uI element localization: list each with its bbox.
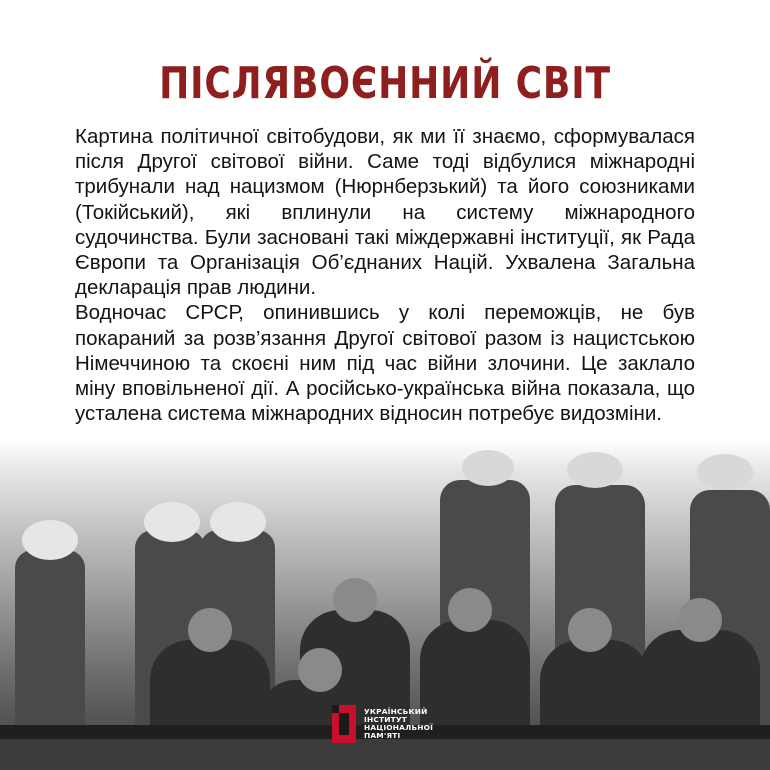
logo-line: НАЦІОНАЛЬНОЇ [364, 723, 434, 732]
logo-line: ПАМ'ЯТІ [364, 731, 401, 741]
uinp-logo-mark-icon [330, 701, 358, 747]
uinp-logo [330, 696, 440, 752]
logo-line: ІНСТИТУТ [364, 714, 407, 724]
paragraph-1: Картина політичної світобудови, як ми її знаємо, сформувалася після Другої світової війни. Саме тоді відбулися міжнародні трибунали над нацизмом (Нюрнберзький) та його союзниками (Токійський), які вплинули на систему міжнародного судочинства. Були засновані такі міждержавні інституції, як Рада Європи та Організація Об’єднаних Націй. Ухвалена Загальна декларація прав людини. [75, 125, 695, 300]
page-title: ПІСЛЯВОЄННИЙ СВІТ [159, 58, 611, 109]
paragraph-2: Водночас СРСР, опинившись у колі переможців, не був покараний за розв’язання Другої світової разом із нацистською Німеччиною та скоєні ним під час війни злочини. Це заклало міну вповільненої дії. А російсько-українська війна показала, що усталена система міжнародних відносин потребує видозміни. [75, 301, 695, 426]
uinp-logo-text [364, 708, 433, 741]
article-text [75, 124, 695, 426]
logo-line: УКРАЇНСЬКИЙ [364, 706, 428, 716]
